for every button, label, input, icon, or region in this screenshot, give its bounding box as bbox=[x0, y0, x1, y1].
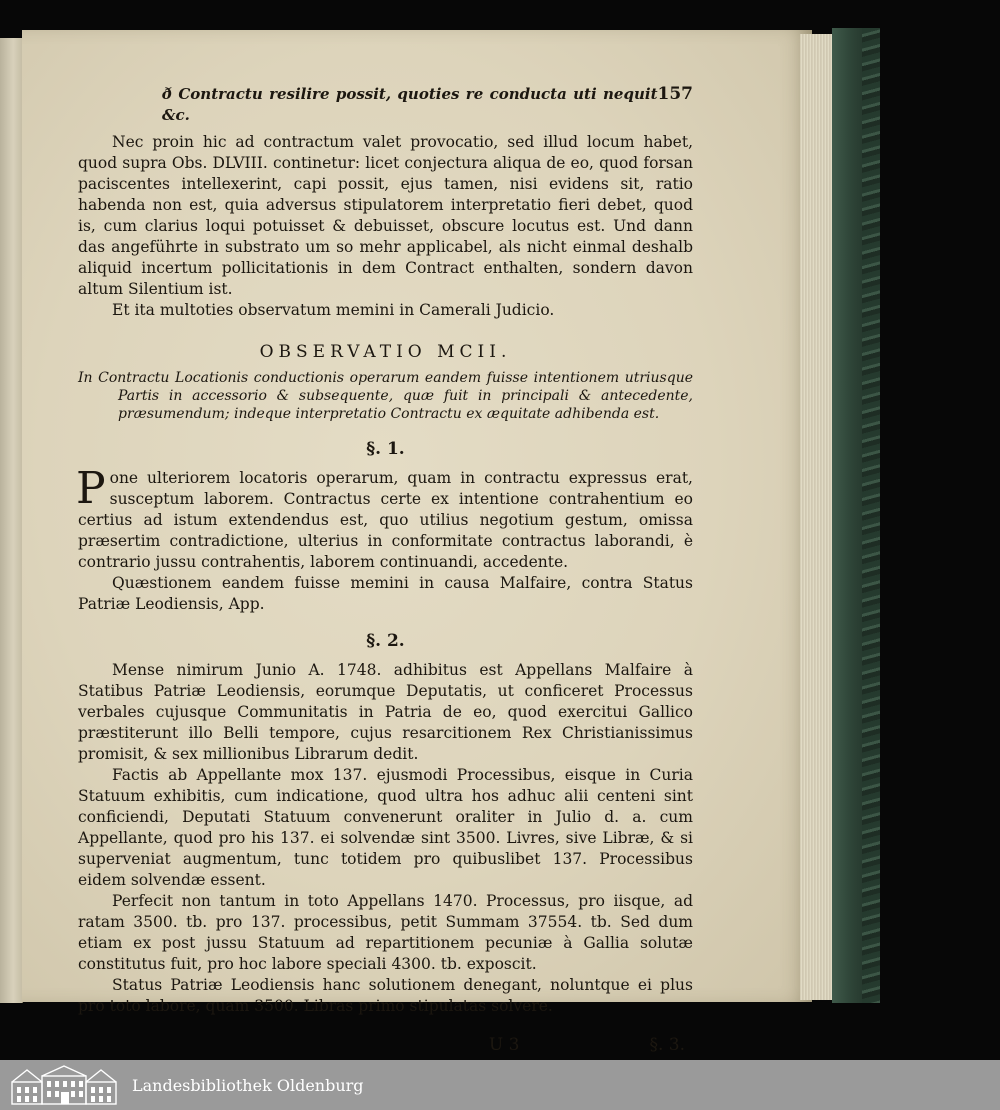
page-stack-edge bbox=[800, 34, 834, 1000]
running-title: ð Contractu resilire possit, quoties re conducta uti nequit &c. bbox=[162, 85, 658, 124]
running-header bbox=[78, 84, 693, 126]
library-building-logo-icon[interactable] bbox=[8, 1064, 120, 1106]
paragraph: Factis ab Appellante mox 137. ejusmodi Processibus, eisque in Curia Statuum exhibitis, cum indicatione, quod ultra hos adhuc alii centeni sint conficiendi, Deputati Statuum convenerunt oraliter in Julio d. a. cum Appellante, quod pro his 137. ei solvendæ sint 3500. Livres, sive Libræ, & si superveniat augmentum, tunc totidem pro quibuslibet 137. Processibus eidem solvendæ essent. bbox=[78, 766, 693, 889]
catchword: §. 3. bbox=[649, 1035, 685, 1055]
section-heading: §. 1. bbox=[366, 439, 405, 459]
page-text bbox=[78, 84, 693, 1056]
signature-mark: U 3 bbox=[488, 1035, 520, 1055]
paragraph: Nec proin hic ad contractum valet provocatio, sed illud locum habet, quod supra Obs. DLVIII. continetur: licet conjectura aliqua de eo, quod forsan paciscentes intellexerint, capi possit, ejus tamen, nisi evidens sit, ratio habenda non est, quia adversus stipulatorem interpretatio fieri debet, quod is, cum clarius loqui potuisset & debuisset, obscure locutus est. Und dann das angeführte in substrato um so mehr applicabel, als nicht einmal deshalb aliquid incertum pollicitationis in dem Contract enthalten, sondern davon altum Silentium ist. bbox=[78, 133, 693, 298]
book-cover-edge bbox=[862, 28, 880, 1003]
page-footer bbox=[78, 1035, 693, 1056]
drop-cap: P bbox=[76, 463, 106, 514]
left-page-edge bbox=[0, 38, 23, 1003]
library-name[interactable]: Landesbibliothek Oldenburg bbox=[132, 1075, 364, 1095]
page-number: 157 bbox=[657, 84, 693, 104]
paragraph: Et ita multoties observatum memini in Camerali Judicio. bbox=[112, 301, 555, 319]
section-1-paragraph bbox=[76, 463, 693, 573]
paragraph: Mense nimirum Junio A. 1748. adhibitus est Appellans Malfaire à Statibus Patriæ Leodiensis, eorumque Deputatis, ut conficeret Processus verbales cujusque Communitatis in Patria de eo, quod exercitui Gallico præstiterunt illo Belli tempore, cujus resarcitionem Rex Christianissimus promisit, & sex millionibus Librarum dedit. bbox=[78, 661, 693, 763]
paragraph: Quæstionem eandem fuisse memini in causa Malfaire, contra Status Patriæ Leodiensis, App. bbox=[78, 574, 693, 613]
section-1-text: one ulteriorem locatoris operarum, quam in contractu expressus erat, susceptum laborem. Contractus certe ex intentione contrahentium eo certius ad istum extendendus est, quo utilius negotium gestum, omissa præsertim contradictione, ulterius in conformitate contractus laborandi, è contrario jussu contrahentis, laborem continuandi, accedente. bbox=[78, 469, 693, 571]
observation-title: OBSERVATIO MCII. bbox=[259, 342, 512, 362]
section-heading: §. 2. bbox=[366, 631, 405, 651]
library-bar bbox=[0, 1060, 1000, 1110]
paragraph: Status Patriæ Leodiensis hanc solutionem denegant, noluntque ei plus pro toto labore, quam 3500. Libras primo stipulatas solvere. bbox=[78, 976, 693, 1015]
paragraph: Perfecit non tantum in toto Appellans 1470. Processus, pro iisque, ad ratam 3500. tb. pro 137. processibus, petit Summam 37554. tb. Sed dum etiam ex post jussu Statuum ad repartitionem pecuniæ à Gallia solutæ constitutus fuit, pro hoc labore speciali 4300. tb. exposcit. bbox=[78, 892, 693, 973]
observation-summary: In Contractu Locationis conductionis operarum eandem fuisse intentionem utriusque Partis in accessorio & subsequente, quæ fuit in principali & antecedente, præsumendum; indeque interpretatio Contractu ex æquitate adhibenda est. bbox=[78, 370, 693, 422]
